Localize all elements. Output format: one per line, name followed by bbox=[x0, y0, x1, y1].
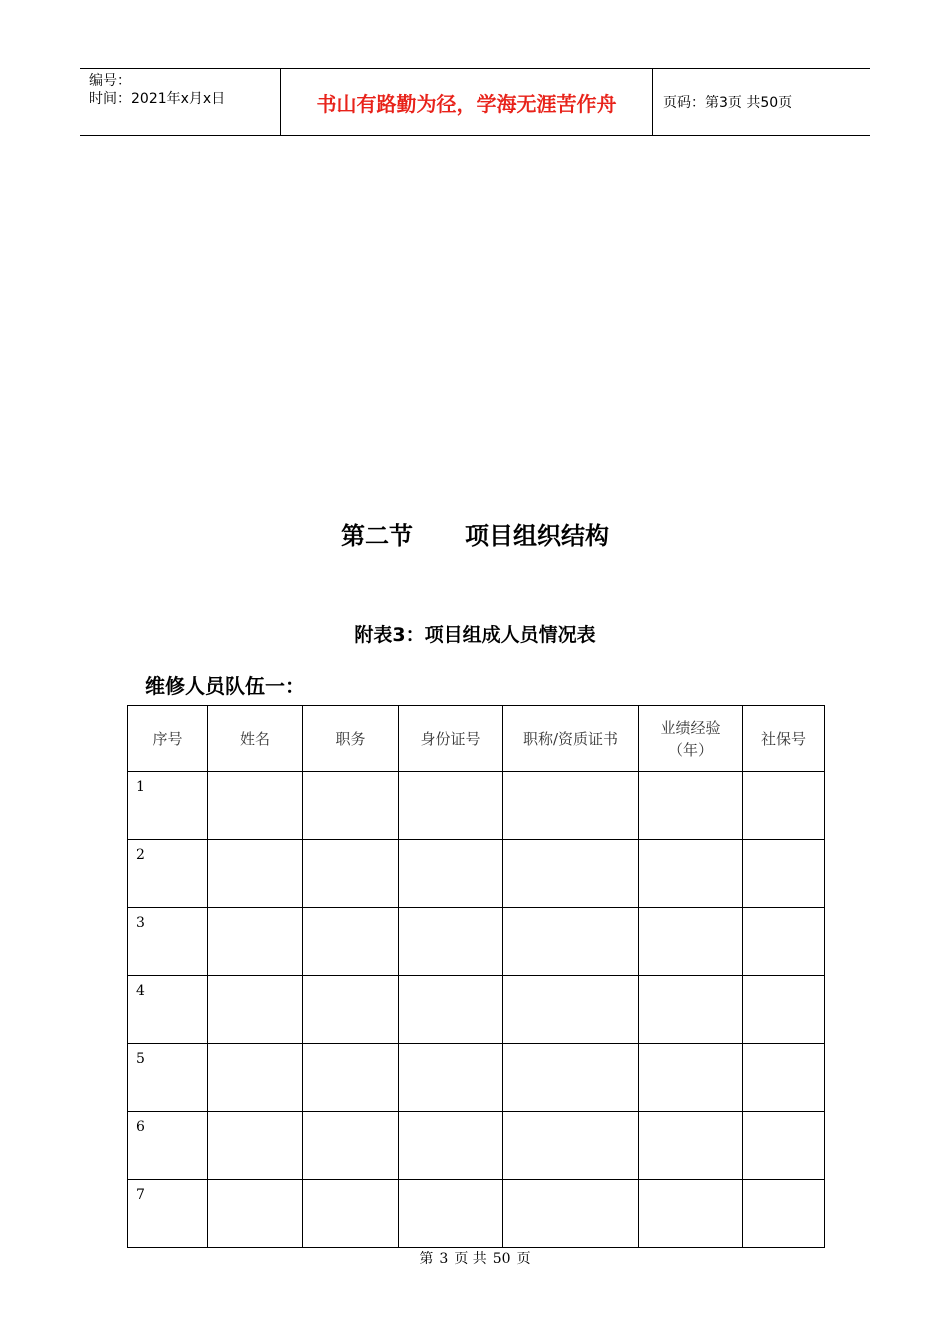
column-header-position: 职务 bbox=[303, 706, 399, 772]
cell-name bbox=[208, 1044, 303, 1112]
team-label: 维修人员队伍一： bbox=[145, 674, 305, 698]
section-title: 项目组织结构 bbox=[465, 522, 609, 550]
header-motto: 书山有路勤为径，学海无涯苦作舟 bbox=[281, 69, 653, 135]
table-title: 附表3：项目组成人员情况表 bbox=[354, 624, 596, 646]
cell-name bbox=[208, 1112, 303, 1180]
header-number-label: 编号： bbox=[89, 73, 131, 89]
cell-id-number bbox=[399, 1112, 503, 1180]
column-header-name: 姓名 bbox=[208, 706, 303, 772]
cell-position bbox=[303, 908, 399, 976]
cell-experience bbox=[639, 772, 743, 840]
header-date-label: 时间：2021年x月x日 bbox=[89, 91, 226, 107]
cell-id-number bbox=[399, 772, 503, 840]
table-row bbox=[128, 772, 825, 840]
table-row bbox=[128, 1044, 825, 1112]
footer-total: 50 bbox=[492, 1251, 511, 1267]
column-header-title-cert: 职称/资质证书 bbox=[503, 706, 639, 772]
row-index: 5 bbox=[128, 1044, 208, 1112]
cell-name bbox=[208, 1180, 303, 1248]
cell-id-number bbox=[399, 908, 503, 976]
cell-experience bbox=[639, 1044, 743, 1112]
cell-social-security bbox=[743, 772, 825, 840]
cell-position bbox=[303, 1180, 399, 1248]
table-row bbox=[128, 1180, 825, 1248]
header-meta bbox=[80, 69, 281, 135]
column-header-experience bbox=[639, 706, 743, 772]
cell-id-number bbox=[399, 840, 503, 908]
experience-unit: （年） bbox=[667, 740, 713, 759]
cell-name bbox=[208, 908, 303, 976]
table-row bbox=[128, 908, 825, 976]
cell-experience bbox=[639, 840, 743, 908]
cell-title-cert bbox=[503, 772, 639, 840]
cell-id-number bbox=[399, 1044, 503, 1112]
row-index: 3 bbox=[128, 908, 208, 976]
row-index: 7 bbox=[128, 1180, 208, 1248]
cell-name bbox=[208, 772, 303, 840]
footer-page: 3 bbox=[439, 1251, 449, 1267]
footer-suffix: 页 bbox=[516, 1251, 531, 1267]
cell-experience bbox=[639, 908, 743, 976]
cell-position bbox=[303, 1044, 399, 1112]
cell-name bbox=[208, 976, 303, 1044]
column-header-id-number: 身份证号 bbox=[399, 706, 503, 772]
row-index: 1 bbox=[128, 772, 208, 840]
cell-position bbox=[303, 1112, 399, 1180]
experience-label: 业绩经验 bbox=[660, 718, 721, 737]
cell-experience bbox=[639, 1180, 743, 1248]
section-heading bbox=[0, 516, 950, 551]
cell-position bbox=[303, 840, 399, 908]
cell-title-cert bbox=[503, 976, 639, 1044]
table-row bbox=[128, 976, 825, 1044]
cell-social-security bbox=[743, 1044, 825, 1112]
cell-social-security bbox=[743, 1180, 825, 1248]
staff-table bbox=[127, 705, 825, 1248]
table-row bbox=[128, 1112, 825, 1180]
page-header bbox=[80, 68, 870, 136]
cell-social-security bbox=[743, 908, 825, 976]
cell-position bbox=[303, 772, 399, 840]
table-header-row bbox=[128, 706, 825, 772]
header-page-info: 页码：第3页 共50页 bbox=[663, 95, 793, 111]
footer-prefix: 第 bbox=[419, 1251, 434, 1267]
cell-title-cert bbox=[503, 908, 639, 976]
column-header-social-security: 社保号 bbox=[743, 706, 825, 772]
cell-social-security bbox=[743, 840, 825, 908]
page-footer bbox=[0, 1248, 950, 1268]
cell-title-cert bbox=[503, 1044, 639, 1112]
cell-id-number bbox=[399, 1180, 503, 1248]
cell-social-security bbox=[743, 976, 825, 1044]
footer-mid: 页 共 bbox=[454, 1251, 487, 1267]
section-number: 第二节 bbox=[341, 522, 413, 550]
cell-title-cert bbox=[503, 1112, 639, 1180]
cell-title-cert bbox=[503, 1180, 639, 1248]
cell-position bbox=[303, 976, 399, 1044]
cell-name bbox=[208, 840, 303, 908]
cell-id-number bbox=[399, 976, 503, 1044]
row-index: 2 bbox=[128, 840, 208, 908]
cell-experience bbox=[639, 976, 743, 1044]
cell-experience bbox=[639, 1112, 743, 1180]
row-index: 4 bbox=[128, 976, 208, 1044]
row-index: 6 bbox=[128, 1112, 208, 1180]
cell-social-security bbox=[743, 1112, 825, 1180]
column-header-index: 序号 bbox=[128, 706, 208, 772]
table-row bbox=[128, 840, 825, 908]
cell-title-cert bbox=[503, 840, 639, 908]
